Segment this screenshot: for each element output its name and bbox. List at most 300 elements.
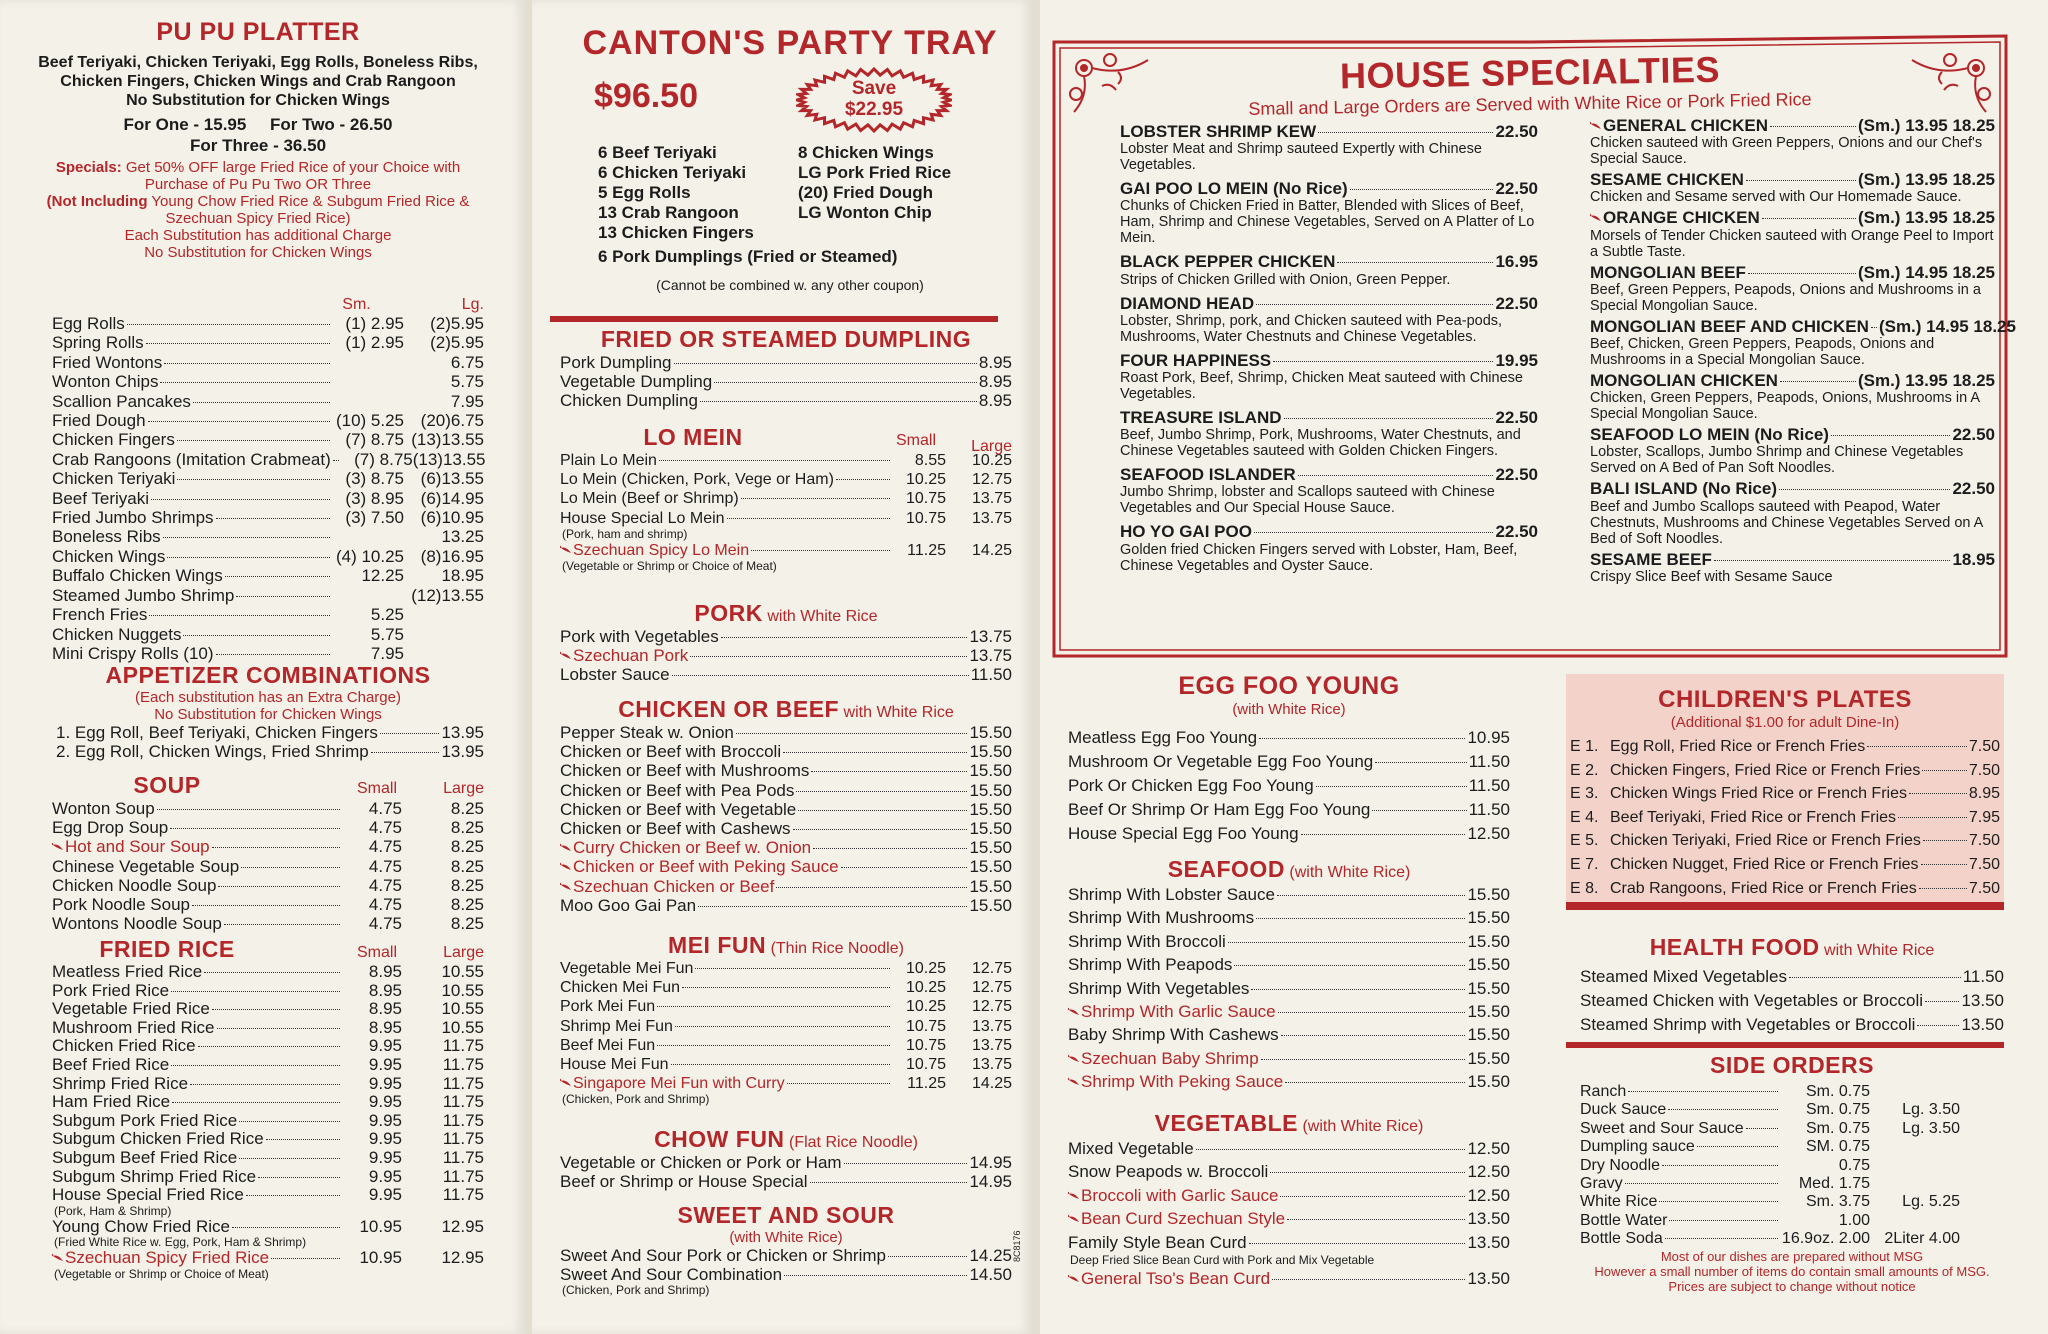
seafood-row <box>1068 930 1510 953</box>
leader-dots <box>1662 1165 1778 1166</box>
house-title: HOUSE SPECIALTIES <box>1339 48 1721 97</box>
party-tray-section <box>560 24 1020 293</box>
party-item: 6 Chicken Teriyaki <box>598 163 747 182</box>
egg-foo-title: EGG FOO YOUNG <box>1178 672 1400 700</box>
leader-dots <box>216 654 330 655</box>
egg-foo-young-row <box>1068 726 1510 750</box>
fried-rice-title: FRIED RICE <box>99 936 235 962</box>
soup-large-header: Large <box>443 780 484 797</box>
leader-dots <box>157 809 340 810</box>
dumpling-title: FRIED OR STEAMED DUMPLING <box>600 326 972 352</box>
item-note: (Fried White Rice w. Egg, Pork, Ham & Shrimp) <box>54 1235 307 1250</box>
leader-dots <box>1254 532 1494 533</box>
price-large: (13)13.55 <box>411 430 484 450</box>
item-name: Wonton Soup <box>52 799 155 818</box>
mei-fun-with: (Thin Rice Noodle) <box>770 940 904 957</box>
item-name: House Special Egg Foo Young <box>1068 824 1299 843</box>
pupu-platter-section <box>38 18 478 261</box>
pupu-specials: Specials: Get 50% OFF large Fried Rice of your Choice with Purchase of Pu Pu Two OR Three <box>55 159 461 193</box>
item-name: Vegetable Mei Fun <box>560 960 694 977</box>
item-name: Dumpling sauce <box>1580 1138 1695 1156</box>
price-large: 8.25 <box>450 914 484 934</box>
party-item: (20) Fried Dough <box>798 183 934 202</box>
price-large: (2)5.95 <box>430 333 484 353</box>
appetizer-row <box>52 469 484 488</box>
price-large: 6.75 <box>450 352 484 372</box>
house-specialty-row <box>1120 522 1538 541</box>
leader-dots <box>714 382 977 383</box>
item-name: Chicken Mei Fun <box>560 979 681 997</box>
leader-dots <box>1714 560 1951 561</box>
vegetable-row <box>1068 1160 1510 1183</box>
price: 7.50 <box>1968 832 2000 850</box>
side-foot2: However a small number of items do contain small amounts of MSG. <box>1594 1263 1990 1279</box>
house-item-name: BLACK PEPPER CHICKEN <box>1120 252 1336 272</box>
price: 13.95 <box>441 742 484 762</box>
price-large: (6)14.95 <box>420 488 484 508</box>
item-name: Sweet And Sour Pork or Chicken or Shrimp <box>560 1246 886 1265</box>
price-large: Lg. 3.50 <box>1902 1119 1960 1137</box>
price-small: (3) 8.75 <box>345 469 404 489</box>
side-foot1: Most of our dishes are prepared without MSG <box>1660 1248 1924 1264</box>
egg-foo-young-list <box>1068 726 1510 846</box>
price-large: 8.25 <box>450 818 484 838</box>
item-name: Chicken Fingers, Fried Rice or French Fries <box>1610 761 1921 779</box>
price-small: 10.95 <box>359 1216 402 1236</box>
price-small: 9.95 <box>368 1166 402 1186</box>
leader-dots <box>1280 1196 1465 1197</box>
price-large: 11.75 <box>442 1166 484 1186</box>
house-item-desc: Beef, Jumbo Shrimp, Pork, Mushrooms, Water Chestnuts, and Chinese Vegetables sauteed with Golden Chicken Fingers. <box>1120 427 1521 460</box>
vegetable-row <box>1068 1207 1510 1230</box>
house-specialty-item <box>1120 351 1538 402</box>
price: 7.50 <box>1968 855 2000 873</box>
price-large: 11.75 <box>442 1054 484 1074</box>
item-name: Shrimp With Garlic Sauce <box>1081 1002 1276 1022</box>
house-item-name: BALI ISLAND (No Rice) <box>1590 479 1777 499</box>
party-title: CANTON'S PARTY TRAY <box>582 24 998 62</box>
price-small: 9.95 <box>368 1073 402 1093</box>
price-large: 7.95 <box>450 391 484 411</box>
house-item-price: 22.50 <box>1952 425 1995 445</box>
appetizer-row <box>52 392 484 411</box>
price-large: 8.25 <box>450 799 484 818</box>
mei-fun-list <box>560 959 1012 1106</box>
house-item-name: SESAME BEEF <box>1590 549 1712 569</box>
leader-dots <box>776 887 967 888</box>
price: 15.50 <box>1467 978 1510 998</box>
children-plate-row <box>1570 829 2000 853</box>
chili-pepper-icon <box>1068 1191 1080 1201</box>
leader-dots <box>1284 418 1494 419</box>
appetizer-row <box>52 489 484 508</box>
price: 13.95 <box>441 723 484 742</box>
price-large: 8.25 <box>450 856 484 876</box>
chili-pepper-icon <box>1068 1274 1080 1284</box>
appetizer-row <box>52 625 484 644</box>
item-code: E 3. <box>1570 785 1599 803</box>
seafood-section <box>1068 856 1510 1094</box>
item-name: Szechuan Spicy Fried Rice <box>65 1248 270 1268</box>
lo-mein-row <box>560 541 1012 560</box>
price-small: 10.75 <box>905 1056 946 1074</box>
house-item-price: (Sm.) 13.95 18.25 <box>1857 116 1995 135</box>
chicken-beef-row <box>560 742 1012 761</box>
seafood-row <box>1068 1047 1510 1070</box>
pupu-three: For Three - 36.50 <box>189 136 327 155</box>
house-item-price: 22.50 <box>1952 479 1995 499</box>
appetizer-row <box>52 527 484 546</box>
price: 13.50 <box>1961 1015 2004 1034</box>
appetizer-row <box>52 450 484 469</box>
fried-rice-row <box>52 1218 484 1237</box>
leader-dots <box>1748 273 1856 274</box>
chicken-beef-row <box>560 800 1012 819</box>
leader-dots <box>796 791 967 792</box>
leader-dots <box>1746 1128 1778 1129</box>
item-name: Fried Wontons <box>52 352 163 372</box>
item-name: Shrimp With Lobster Sauce <box>1068 885 1275 904</box>
house-item-price: (Sm.) 13.95 18.25 <box>1857 170 1995 190</box>
price: 15.50 <box>1467 908 1510 928</box>
leader-dots <box>721 637 968 638</box>
fried-rice-row <box>52 982 484 1001</box>
leader-dots <box>1270 1172 1465 1173</box>
house-item-name: SEAFOOD ISLANDER <box>1120 465 1296 485</box>
item-name: Chicken or Beef with Cashews <box>560 819 791 839</box>
egg-foo-young-row <box>1068 774 1510 798</box>
leader-dots <box>1762 218 1856 219</box>
leader-dots <box>218 886 340 887</box>
seafood-with: (with White Rice) <box>1289 864 1411 881</box>
vegetable-with: (with White Rice) <box>1302 1118 1424 1135</box>
item-name: Szechuan Chicken or Beef <box>573 876 775 896</box>
leader-dots <box>246 1195 340 1196</box>
side-title: SIDE ORDERS <box>1710 1052 1874 1078</box>
item-name: Chicken Wings <box>52 546 166 566</box>
leader-dots <box>671 1064 891 1065</box>
price-large: (13)13.55 <box>412 449 486 469</box>
sweet-sour-row <box>560 1265 1012 1284</box>
chicken-beef-row <box>560 723 1012 742</box>
price-large: 5.75 <box>450 372 484 392</box>
vegetable-row <box>1068 1137 1510 1160</box>
leader-dots <box>1350 189 1494 190</box>
leader-dots <box>695 968 890 969</box>
item-code: E 8. <box>1570 879 1599 897</box>
leader-dots <box>1925 1001 1959 1002</box>
price-large: 2Liter 4.00 <box>1884 1230 1960 1248</box>
leader-dots <box>183 635 330 636</box>
children-plate-row <box>1570 759 2000 783</box>
chow-fun-list <box>560 1153 1012 1191</box>
price: 11.50 <box>1468 800 1510 819</box>
leader-dots <box>1287 1219 1465 1220</box>
house-specialty-item <box>1120 522 1538 573</box>
price: 15.50 <box>1467 1002 1510 1022</box>
chicken-beef-list <box>560 723 1012 915</box>
item-name: Wonton Chips <box>52 372 159 392</box>
item-code: E 5. <box>1570 832 1599 850</box>
house-item-price: (Sm.) 14.95 18.25 <box>1878 316 2016 336</box>
leader-dots <box>1697 1146 1778 1147</box>
leader-dots <box>1272 1279 1465 1280</box>
price-large: Lg. 5.25 <box>1902 1193 1960 1211</box>
house-item-name: ORANGE CHICKEN <box>1603 208 1760 228</box>
soup-title: SOUP <box>133 772 201 798</box>
item-name: Beef Fried Rice <box>52 1054 170 1074</box>
price-large: 8.25 <box>450 895 484 915</box>
leader-dots <box>1256 918 1465 919</box>
leader-dots <box>675 1026 890 1027</box>
price-small: 5.75 <box>370 624 404 644</box>
fried-rice-row <box>52 1037 484 1056</box>
price-small: (1) 2.95 <box>345 333 404 353</box>
price-small: (10) 5.25 <box>335 411 404 431</box>
leader-dots <box>741 498 890 499</box>
price-large: 10.25 <box>971 452 1012 469</box>
leader-dots <box>798 810 967 811</box>
leader-dots <box>1921 864 1967 865</box>
leader-dots <box>160 382 330 383</box>
pupu-extra: Each Substitution has additional Charge <box>124 227 392 244</box>
item-name: Plain Lo Mein <box>560 452 657 469</box>
chili-pepper-icon <box>52 1253 64 1263</box>
item-name: French Fries <box>52 605 148 625</box>
price: 12.50 <box>1467 1185 1510 1205</box>
price: 12.50 <box>1467 1139 1510 1158</box>
house-item-price: 22.50 <box>1495 408 1538 428</box>
chili-pepper-icon <box>1590 213 1602 223</box>
item-name: Beef Teriyaki <box>52 488 150 508</box>
party-item: 8 Chicken Wings <box>798 143 934 162</box>
item-name: Bottle Water <box>1580 1211 1668 1229</box>
item-name: Young Chow Fried Rice <box>52 1216 230 1236</box>
leader-dots <box>784 1275 967 1276</box>
price-small: (7) 8.75 <box>345 430 404 450</box>
leader-dots <box>271 1258 340 1259</box>
house-specialty-row <box>1120 252 1538 271</box>
lo-mein-large-header: Large <box>971 438 1012 455</box>
price: 14.95 <box>969 1153 1012 1172</box>
seafood-row <box>1068 1023 1510 1046</box>
leader-dots <box>1668 1109 1778 1110</box>
pupu-one: For One - 15.95 <box>123 115 247 134</box>
price: 13.75 <box>969 646 1012 666</box>
house-specialty-item <box>1590 425 1995 476</box>
house-specialty-row <box>1590 479 1995 498</box>
fried-rice-row <box>52 1093 484 1112</box>
leader-dots <box>333 460 339 461</box>
leader-dots <box>751 550 890 551</box>
item-name: Steamed Chicken with Vegetables or Broccoli <box>1580 991 1924 1010</box>
price-large: 12.95 <box>441 1216 484 1236</box>
item-name: Fried Jumbo Shrimps <box>52 508 214 528</box>
item-note: (Chicken, Pork and Shrimp) <box>562 1092 710 1107</box>
house-specialty-row <box>1120 465 1538 484</box>
item-name: Chicken Nugget, Fried Rice or French Fries <box>1610 855 1919 873</box>
price: 15.50 <box>1467 1072 1510 1092</box>
house-specialty-item <box>1590 371 1995 422</box>
price: 14.50 <box>969 1265 1012 1285</box>
chicken-beef-row <box>560 838 1012 857</box>
price-small: 10.75 <box>905 490 946 508</box>
item-note: (Pork, Ham & Shrimp) <box>54 1203 172 1218</box>
soup-small-header: Small <box>356 780 397 797</box>
price-small: (1) 2.95 <box>345 314 404 333</box>
appetizer-row <box>52 605 484 624</box>
price-small: 10.25 <box>905 998 946 1016</box>
price: 8.95 <box>978 391 1012 411</box>
price-large: 12.95 <box>441 1248 484 1268</box>
price-small: 12.25 <box>361 566 404 586</box>
item-name: Crab Rangoons, Fried Rice or French Fries <box>1610 879 1917 897</box>
house-item-desc: Chicken and Sesame served with Our Homemade Sauce. <box>1590 189 1962 206</box>
side-orders-list <box>1580 1083 1960 1249</box>
side-order-row <box>1580 1193 1960 1211</box>
price-large: (2)5.95 <box>430 314 484 333</box>
house-left-list <box>1120 122 1538 580</box>
party-item: LG Pork Fried Rice <box>798 163 952 182</box>
leader-dots <box>127 324 330 325</box>
leader-dots <box>258 1177 340 1178</box>
party-item: 6 Beef Teriyaki <box>598 143 717 162</box>
house-specialties-box <box>1050 34 2016 662</box>
price-small: 10.25 <box>905 979 946 997</box>
children-sub: (Additional $1.00 for adult Dine-In) <box>1670 714 1900 731</box>
pork-row <box>560 627 1012 646</box>
fried-rice-row <box>52 1249 484 1268</box>
leader-dots <box>1285 1082 1465 1083</box>
price-large: (12)13.55 <box>411 585 484 605</box>
house-item-price: (Sm.) 14.95 18.25 <box>1857 262 1995 282</box>
price-small: 10.75 <box>905 1036 946 1054</box>
item-name: Dry Noodle <box>1580 1156 1661 1174</box>
price-small: 4.75 <box>368 895 402 915</box>
pupu-title: PU PU PLATTER <box>156 18 360 46</box>
sweet-sour-title: SWEET AND SOUR <box>677 1202 895 1228</box>
price: 15.50 <box>1467 1048 1510 1068</box>
fried-rice-row <box>52 1075 484 1094</box>
price-small: 9.95 <box>368 1054 402 1074</box>
party-price: $96.50 <box>594 77 698 115</box>
house-item-name: FOUR HAPPINESS <box>1120 350 1272 370</box>
leader-dots <box>811 771 967 772</box>
price-small: (7) 8.75 <box>354 449 413 469</box>
item-name: Beef Or Shrimp Or Ham Egg Foo Young <box>1068 800 1371 819</box>
price: 10.95 <box>1467 728 1510 747</box>
house-specialty-row <box>1120 294 1538 313</box>
item-name: Egg Drop Soup <box>52 818 169 838</box>
item-name: Bottle Soda <box>1580 1230 1663 1248</box>
leader-dots <box>787 1083 890 1084</box>
price-large: 12.75 <box>971 998 1012 1016</box>
item-name: Mushroom Or Vegetable Egg Foo Young <box>1068 752 1374 771</box>
price-small: 4.75 <box>368 856 402 876</box>
leader-dots <box>1298 475 1494 476</box>
price: 13.50 <box>1961 991 2004 1010</box>
leader-dots <box>212 847 340 848</box>
children-list <box>1566 731 2004 900</box>
leader-dots <box>841 867 968 868</box>
item-code: E 2. <box>1570 761 1599 779</box>
soup-row <box>52 895 484 914</box>
health-with: with White Rice <box>1824 942 1935 959</box>
price-large: (20)6.75 <box>420 411 484 431</box>
price-small: 10.25 <box>905 471 946 489</box>
house-item-name: DIAMOND HEAD <box>1120 293 1255 313</box>
price: 11.50 <box>1962 967 2004 986</box>
lo-mein-list <box>560 451 1012 573</box>
leader-dots <box>1669 1220 1778 1221</box>
house-specialty-item <box>1590 550 1995 585</box>
item-name: Duck Sauce <box>1580 1101 1667 1119</box>
leader-dots <box>1256 304 1493 305</box>
item-name: 1. Egg Roll, Beef Teriyaki, Chicken Fingers <box>56 723 378 742</box>
house-item-desc: Chunks of Chicken Fried in Batter, Blended with Slices of Beef, Ham, Shrimp and Chinese Vegetables, Served on A Platter of Lo Mein. <box>1120 198 1535 247</box>
house-specialty-item <box>1590 263 1995 314</box>
leader-dots <box>1909 793 1967 794</box>
house-item-name: MONGOLIAN BEEF <box>1590 262 1746 282</box>
house-specialty-row <box>1120 351 1538 370</box>
house-item-desc: Chicken sauteed with Green Peppers, Onions and our Chef's Special Sauce. <box>1590 135 1983 168</box>
item-name: Pork Fried Rice <box>52 980 170 1000</box>
mei-fun-title: MEI FUN <box>668 932 767 958</box>
save-badge <box>796 67 952 133</box>
chili-pepper-icon <box>560 862 572 872</box>
sweet-sour-with: (with White Rice) <box>729 1229 843 1246</box>
chow-fun-section <box>560 1126 1012 1191</box>
pork-with: with White Rice <box>767 608 878 625</box>
appetizer-row <box>52 566 484 585</box>
house-item-desc: Jumbo Shrimp, lobster and Scallops sauteed with Chinese Vegetables and Our Special House Sauce. <box>1120 484 1495 517</box>
price: 15.50 <box>969 857 1012 877</box>
chicken-beef-title: CHICKEN OR BEEF <box>618 696 840 722</box>
red-divider <box>1566 902 2004 910</box>
save-label: Save <box>851 78 897 99</box>
seafood-list <box>1068 883 1510 1094</box>
price: 15.50 <box>969 780 1012 800</box>
price-small: 5.25 <box>370 605 404 625</box>
item-name: Chicken or Beef with Pea Pods <box>560 780 795 800</box>
item-name: Pork Noodle Soup <box>52 895 190 915</box>
item-name: Hot and Sour Soup <box>65 837 210 857</box>
appetizers-list <box>52 314 484 663</box>
item-name: Singapore Mei Fun with Curry <box>573 1075 785 1093</box>
house-item-name: GAI POO LO MEIN (No Rice) <box>1120 179 1348 199</box>
price-small: 1.00 <box>1838 1211 1870 1229</box>
house-item-price: 22.50 <box>1495 179 1538 199</box>
leader-dots <box>217 1028 341 1029</box>
vegetable-row <box>1068 1267 1510 1290</box>
leader-dots <box>1746 180 1856 181</box>
price-small: 8.55 <box>914 452 946 469</box>
leader-dots <box>674 363 977 364</box>
price-small: 9.95 <box>368 1036 402 1056</box>
sweet-sour-list <box>560 1246 1012 1297</box>
chicken-beef-row <box>560 819 1012 838</box>
item-name: Chicken Teriyaki, Fried Rice or French Fries <box>1610 832 1921 850</box>
price-large: 11.75 <box>442 1147 484 1167</box>
price: 14.25 <box>969 1246 1012 1265</box>
children-plate-row <box>1570 853 2000 877</box>
leader-dots <box>216 518 330 519</box>
price-large: 13.75 <box>971 1036 1012 1054</box>
leader-dots <box>1251 989 1465 990</box>
price: 15.50 <box>969 838 1012 858</box>
vegetable-list <box>1068 1137 1510 1290</box>
chili-pepper-icon <box>560 843 572 853</box>
